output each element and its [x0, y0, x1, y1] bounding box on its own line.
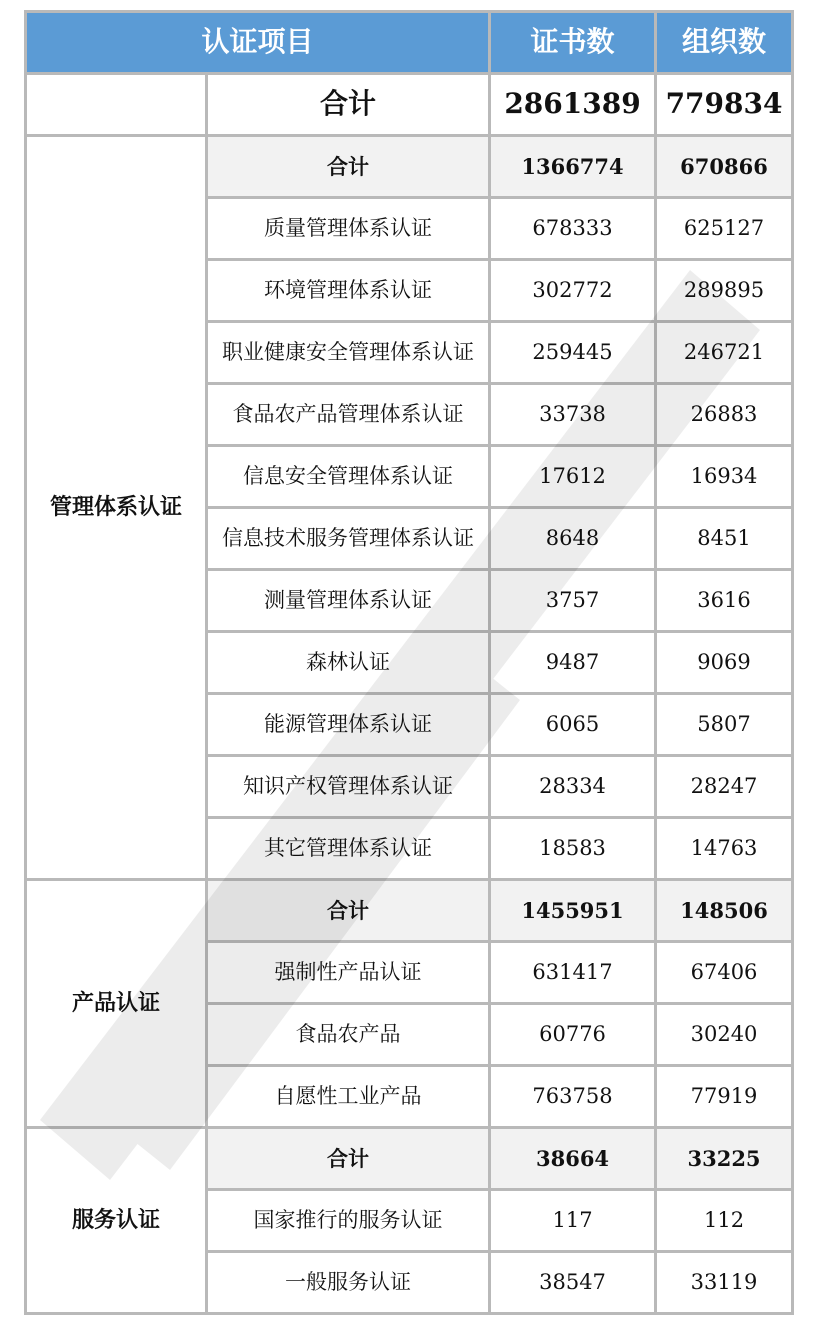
row-orgs: 14763: [656, 818, 793, 880]
certification-table-container: [24, 10, 791, 1312]
header-certs: 证书数: [490, 12, 656, 74]
category-service: 服务认证: [26, 1128, 207, 1314]
row-orgs: 289895: [656, 260, 793, 322]
row-orgs: 33225: [656, 1128, 793, 1190]
row-orgs: 670866: [656, 136, 793, 198]
row-certs: 6065: [490, 694, 656, 756]
row-item: 食品农产品管理体系认证: [207, 384, 490, 446]
row-certs: 3757: [490, 570, 656, 632]
row-orgs: 26883: [656, 384, 793, 446]
row-orgs: 8451: [656, 508, 793, 570]
row-item: 信息安全管理体系认证: [207, 446, 490, 508]
header-orgs: 组织数: [656, 12, 793, 74]
row-item: 自愿性工业产品: [207, 1066, 490, 1128]
grand-total-label: 合计: [207, 74, 490, 136]
row-certs: 17612: [490, 446, 656, 508]
certification-table: [24, 10, 794, 1315]
row-certs: 33738: [490, 384, 656, 446]
row-item: 其它管理体系认证: [207, 818, 490, 880]
grand-total-row: [26, 74, 793, 136]
row-orgs: 625127: [656, 198, 793, 260]
row-item: 环境管理体系认证: [207, 260, 490, 322]
row-certs: 38664: [490, 1128, 656, 1190]
row-item: 测量管理体系认证: [207, 570, 490, 632]
row-orgs: 3616: [656, 570, 793, 632]
row-orgs: 77919: [656, 1066, 793, 1128]
header-item: 认证项目: [26, 12, 490, 74]
row-certs: 60776: [490, 1004, 656, 1066]
row-certs: 18583: [490, 818, 656, 880]
row-certs: 28334: [490, 756, 656, 818]
row-item: 国家推行的服务认证: [207, 1190, 490, 1252]
table-row: [26, 880, 793, 942]
row-certs: 1455951: [490, 880, 656, 942]
row-orgs: 112: [656, 1190, 793, 1252]
row-orgs: 33119: [656, 1252, 793, 1314]
table-row: [26, 1128, 793, 1190]
row-certs: 259445: [490, 322, 656, 384]
row-item: 合计: [207, 880, 490, 942]
header-row: [26, 12, 793, 74]
row-certs: 117: [490, 1190, 656, 1252]
row-item: 食品农产品: [207, 1004, 490, 1066]
row-certs: 38547: [490, 1252, 656, 1314]
row-item: 合计: [207, 1128, 490, 1190]
row-item: 一般服务认证: [207, 1252, 490, 1314]
row-item: 合计: [207, 136, 490, 198]
row-orgs: 16934: [656, 446, 793, 508]
row-item: 信息技术服务管理体系认证: [207, 508, 490, 570]
row-certs: 1366774: [490, 136, 656, 198]
row-certs: 9487: [490, 632, 656, 694]
row-item: 能源管理体系认证: [207, 694, 490, 756]
row-certs: 302772: [490, 260, 656, 322]
row-orgs: 28247: [656, 756, 793, 818]
row-item: 知识产权管理体系认证: [207, 756, 490, 818]
row-item: 质量管理体系认证: [207, 198, 490, 260]
row-orgs: 9069: [656, 632, 793, 694]
row-certs: 678333: [490, 198, 656, 260]
row-orgs: 67406: [656, 942, 793, 1004]
row-orgs: 5807: [656, 694, 793, 756]
category-management: 管理体系认证: [26, 136, 207, 880]
category-product: 产品认证: [26, 880, 207, 1128]
row-item: 强制性产品认证: [207, 942, 490, 1004]
row-orgs: 148506: [656, 880, 793, 942]
row-orgs: 246721: [656, 322, 793, 384]
table-row: [26, 136, 793, 198]
grand-total-orgs: 779834: [656, 74, 793, 136]
row-certs: 8648: [490, 508, 656, 570]
row-certs: 763758: [490, 1066, 656, 1128]
grand-total-certs: 2861389: [490, 74, 656, 136]
row-certs: 631417: [490, 942, 656, 1004]
row-item: 森林认证: [207, 632, 490, 694]
grand-total-blank: [26, 74, 207, 136]
row-orgs: 30240: [656, 1004, 793, 1066]
row-item: 职业健康安全管理体系认证: [207, 322, 490, 384]
